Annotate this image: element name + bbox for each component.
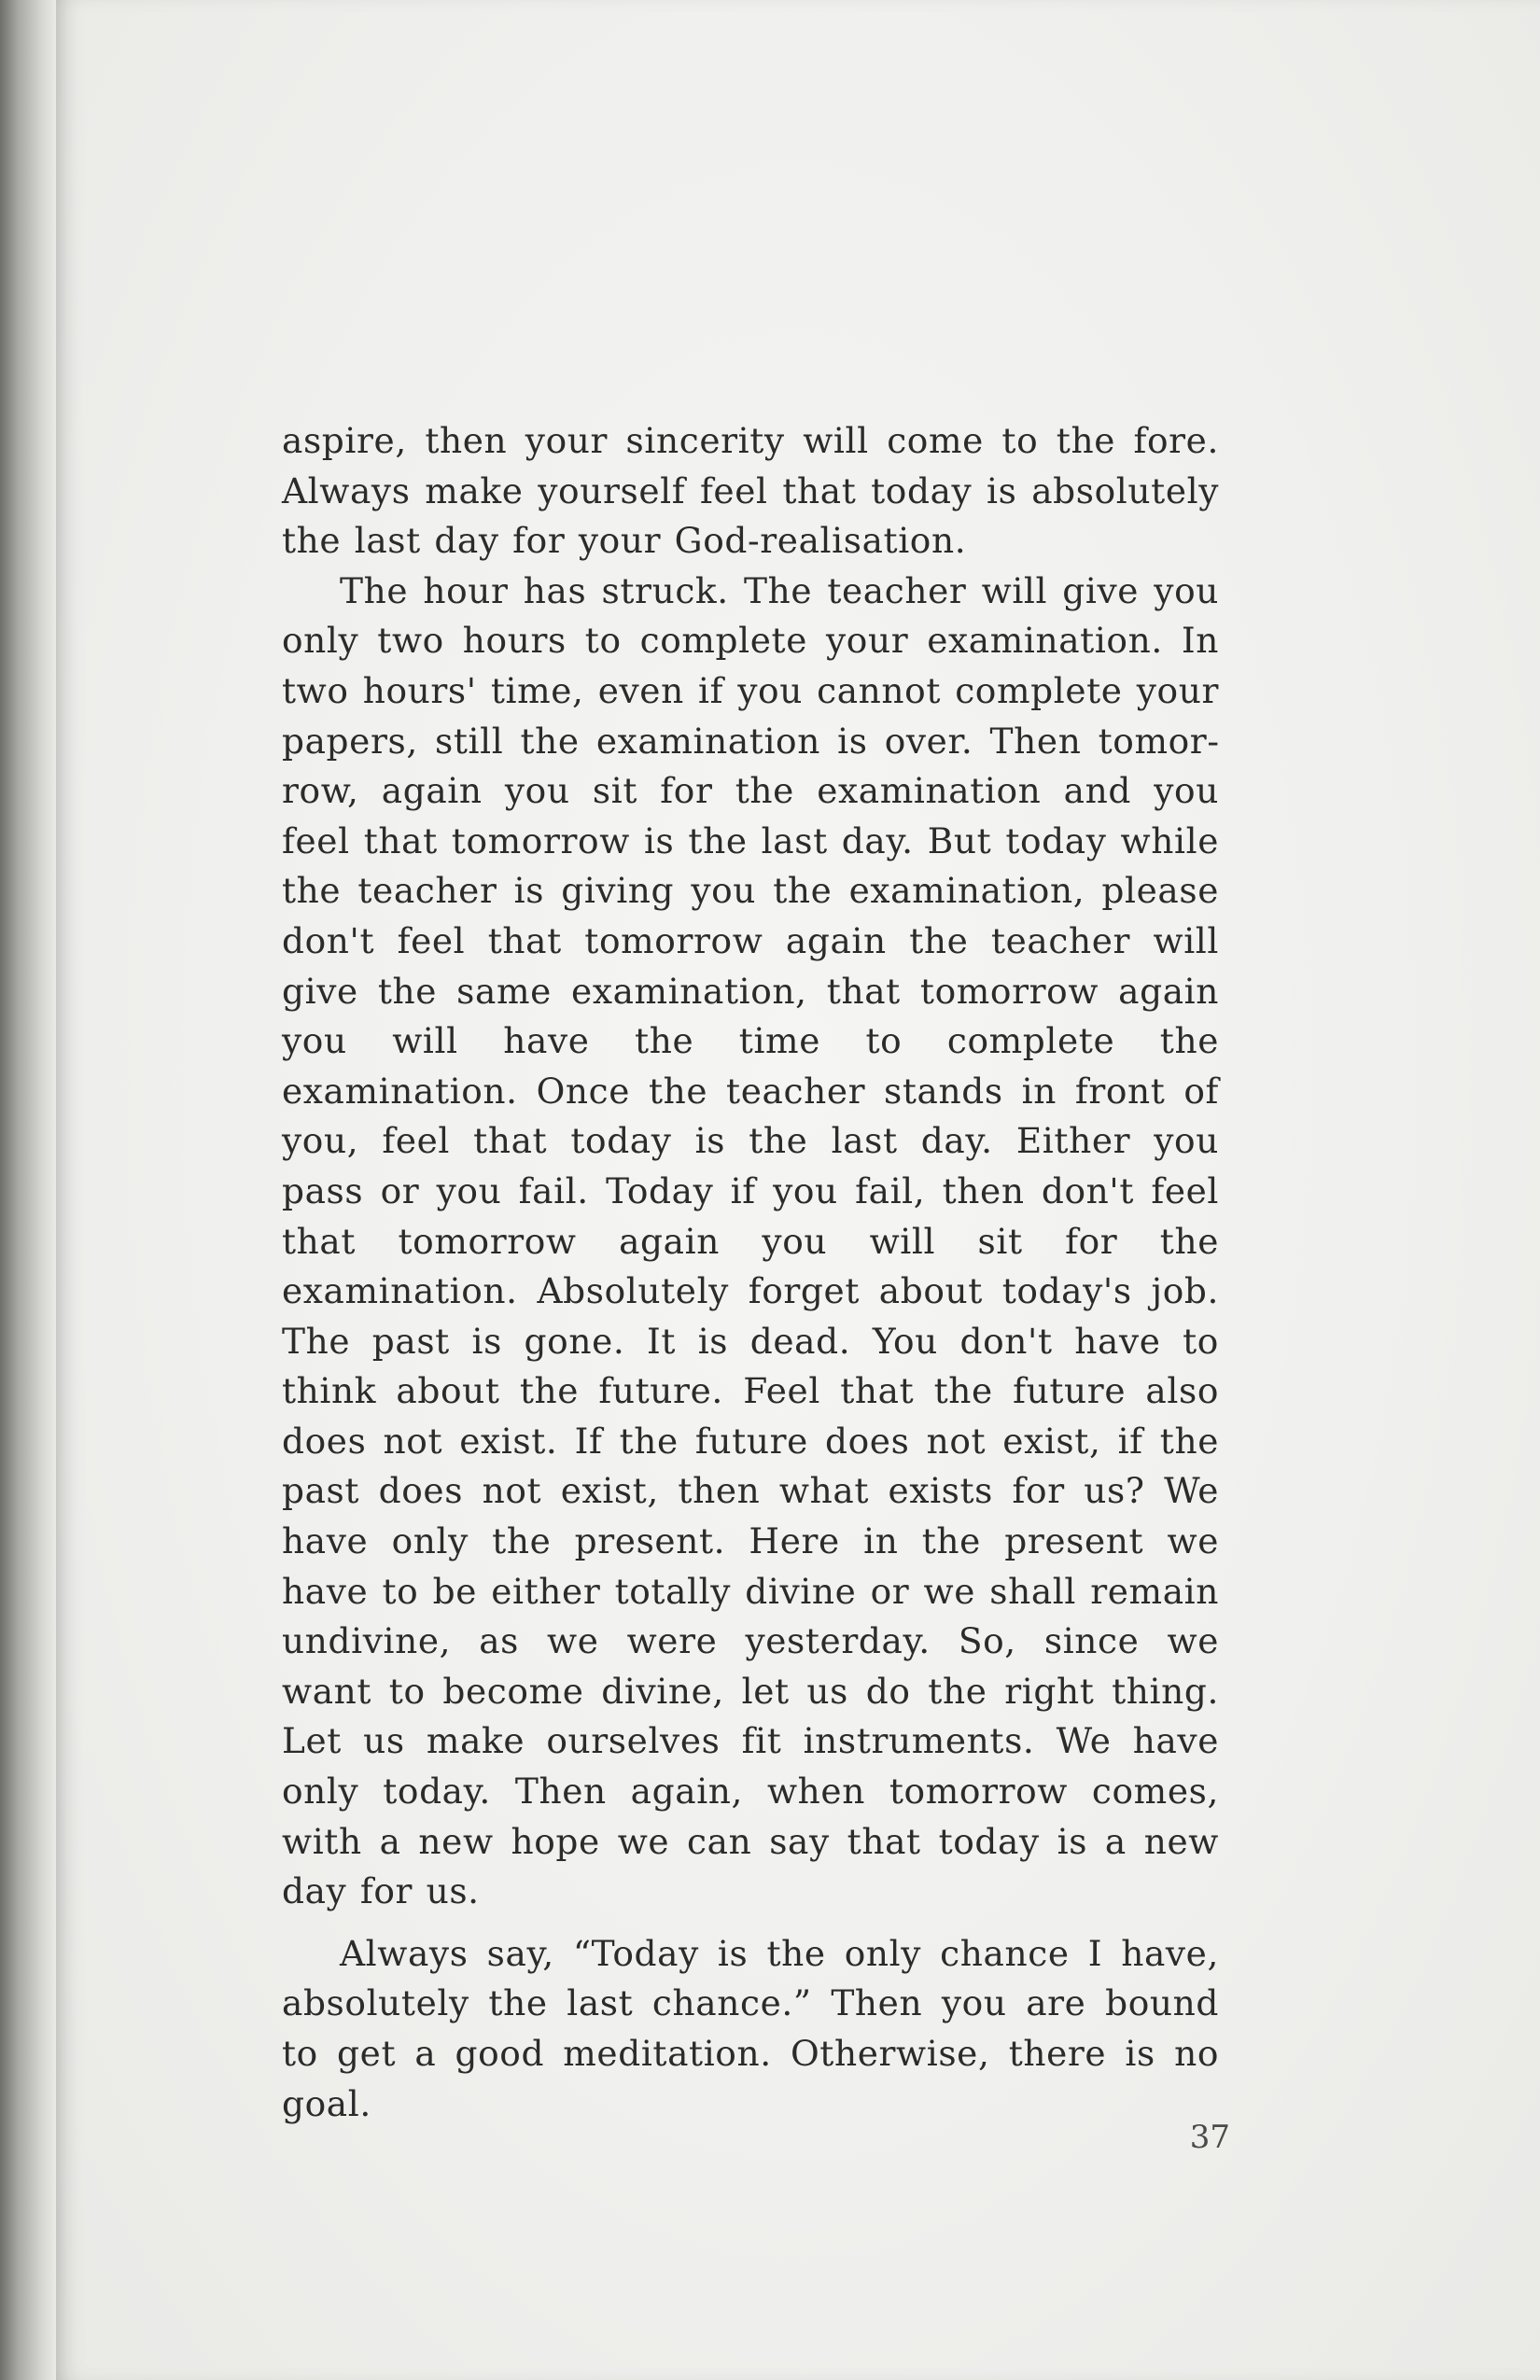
book-spine-shadow	[0, 0, 56, 2380]
body-text	[282, 416, 1219, 2129]
paragraph-2: The hour has struck. The teacher will give you only two hours to complete your examination. In two hours' time, even if you cannot complete your papers, still the examination is over. Then tomorrow, again you sit for the examination and you feel that tomorrow is the last day. But today while the teacher is giving you the examination, please don't feel that tomorrow again the teacher will give the same examination, that tomorrow again you will have the time to complete the examination. Once the teacher stands in front of you, feel that today is the last day. Either you pass or you fail. Today if you fail, then don't feel that tomorrow again you will sit for the examination. Absolutely forget about today's job. The past is gone. It is dead. You don't have to think about the future. Feel that the future also does not exist. If the future does not exist, if the past does not exist, then what exists for us? We have only the present. Here in the present we have to be either totally divine or we shall remain undivine, as we were yesterday. So, since we want to become divine, let us do the right thing. Let us make ourselves fit instruments. We have only today. Then again, when tomorrow comes, with a new hope we can say that today is a new day for us.	[282, 569, 1219, 1912]
paragraph-3: Always say, “Today is the only chance I have, absolutely the last chance.” Then you are bound to get a good meditation. Otherwise, there is no goal.	[282, 1932, 1219, 2124]
paragraph-1: aspire, then your sincerity will come to the fore. Always make yourself feel that today is absolutely the last day for your God-realisation.	[282, 420, 1219, 562]
page-number: 37	[1189, 2119, 1230, 2156]
